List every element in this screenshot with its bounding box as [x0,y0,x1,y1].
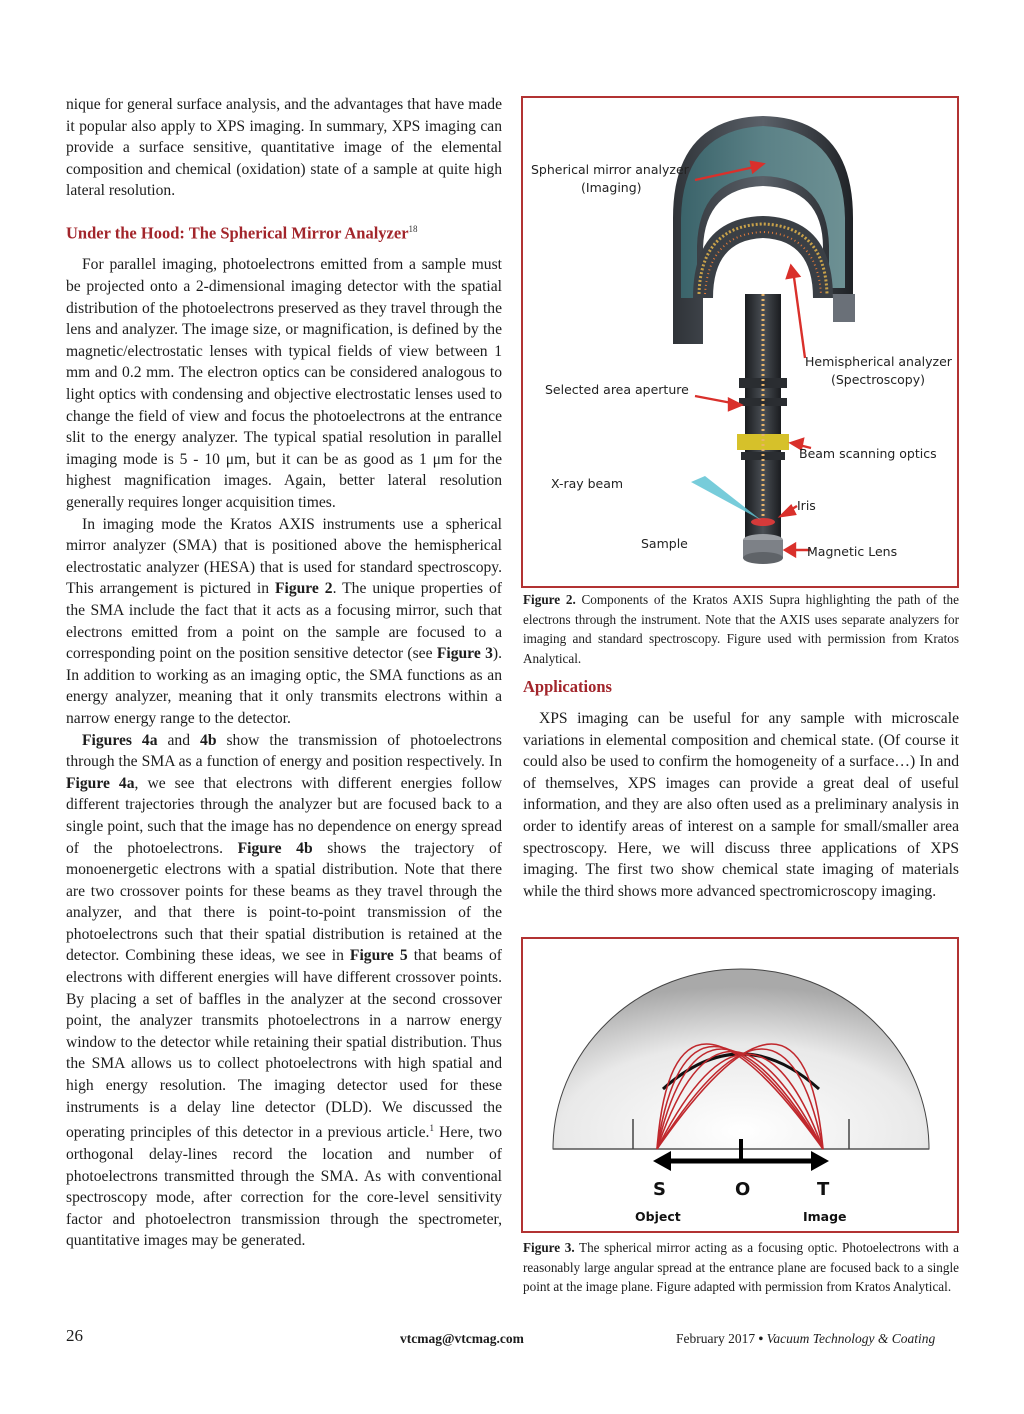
label-o: O [735,1179,751,1200]
label-sample: Sample [641,536,688,551]
instrument-diagram [523,98,957,586]
figure-ref: Figure 3 [436,645,493,663]
sample [751,518,775,526]
left-column [66,94,502,1252]
citation-ref: 1 [429,1123,434,1134]
label-iris: Iris [797,498,816,513]
section-heading-applications: Applications [523,677,612,696]
magnetic-lens [743,552,783,564]
focusing-diagram [523,939,957,1231]
figure-ref: Figure 5 [349,947,408,965]
paragraph-applications: XPS imaging can be useful for any sample with microscale variations in elemental composition and chemical state. (Of course it could also be used to confirm the homogeneity of a surface…) In and of themselves, XPS images can provide a great deal of useful information, and they are also often used as a preliminary analysis in order to identify areas of interest on a sample for small/smaller area spectroscopy. Here, we will discuss three applications of XPS imaging. The first two show chemical state imaging of materials while the third shows more advanced spectromicroscopy imaging. [523,710,959,900]
footer-publication: February 2017 • Vacuum Technology & Coating [676,1331,936,1346]
section-ref: 18 [408,223,418,234]
right-column [523,676,959,902]
side-port [833,294,855,322]
figure-2 [521,96,959,588]
spherical-mirror [553,969,929,1149]
figure-ref: 4b [200,731,217,749]
label-hesa-sub: (Spectroscopy) [831,372,925,387]
label-s: S [653,1179,666,1200]
label-xray: X-ray beam [551,476,624,491]
figure-ref: Figures 4a [82,731,158,749]
figure-ref: Figure 2 [274,580,333,598]
paragraph-imaging-mode: In imaging mode the Kratos AXIS instruments use a spherical mirror analyzer (SMA) that is positioned above the hemispherical electrostatic analyzer (HESA) that is used for standard spectroscopy. This arrangement is pictured in Figure 2. The unique properties of the SMA include the fact that it acts as a focusing mirror, such that electrons emitted from a point on the sample are focused to a corresponding point on the position sensitive detector (see Figure 3). In addition to working as an imaging optic, the SMA functions as an energy analyzer, meaning that it only transmits electrons within a narrow energy range to the detector. [66,515,502,727]
label-hesa: Hemispherical analyzer [805,354,952,369]
section-heading-sma: Under the Hood: The Spherical Mirror Analyzer$^{18}$ [66,223,418,243]
figure-ref: Figure 4b [237,839,313,857]
figure-2-caption: Figure 2. Components of the Kratos AXIS Supra highlighting the path of the electrons through the instrument. Note that the AXIS uses separate analyzers for imaging and standard spectroscopy. Figure used with permission from Kratos Analytical. [523,592,959,666]
label-object: Object [635,1209,681,1224]
label-t: T [817,1179,830,1200]
arrow-head-right [811,1151,829,1171]
beam-scanning-element [737,434,789,450]
paragraph-figures-4: Figures 4a and 4b show the transmission of photoelectrons through the SMA as a function of energy and position respectively. In Figure 4a, we see that electrons with different energies follow different trajectories through the analyzer but are focused back to a single point, such that the image has no dependence on energy spread of the photoelectrons. Figure 4b shows the trajectory of monoenergetic electrons with a spatial distribution. Note that there are two crossover points for these beams as they travel through the analyzer, and that there is point-to-point transmission of the photoelectrons such that their spatial distribution is retained at the detector. Combining these ideas, we see in Figure 5 that beams of electrons with different energies will have different crossover points. By placing a set of baffles in the analyzer at the second crossover point, the analyzer transmits photoelectrons in a narrow energy window to the detector while retaining their spatial distribution. Thus the SMA allows us to collect photoelectrons with high spatial and high energy resolution. The imaging detector used for these instruments is a delay line detector (DLD). We discussed the operating principles of this detector in a previous article.$^1$ Here, two orthogonal delay-lines record the location and number of photoelectrons transmitted through the SMA. As with conventional spectroscopy mode, after correction for the core-level sensitivity factor and photoelectron transmission through the spectrometer, quantitative images may be generated. [66,731,502,1250]
figure-ref: Figure 4a [66,774,135,792]
paragraph-parallel-imaging: For parallel imaging, photoelectrons emitted from a sample must be projected onto a 2-dimensional imaging detector with the spatial distribution of the photoelectrons preserved as they travel through the lens and analyzer. The image size, or magnification, is defined by the magnetic/electrostatic lenses with typical fields of view between 1 mm and 0.2 mm. The electron optics can be considered analogous to light optics with condensing and objective electrostatic lenses used to change the field of view and focus the photoelectrons at the entrance slit to the energy analyzer. The typical spatial resolution in parallel imaging mode is 5 - 10 μm, but it can be as good as 1 μm for the highest magnification images. Again, better lateral resolution generally requires longer acquisition times. [66,256,502,511]
label-magnetic-lens: Magnetic Lens [807,544,898,559]
footer-email[interactable]: vtcmag@vtcmag.com [400,1331,524,1346]
label-sma: Spherical mirror analyzer [531,162,689,177]
intro-paragraph: nique for general surface analysis, and the advantages that have made it popular also apply to XPS imaging. In summary, XPS imaging can provide a surface sensitive, quantitative image of the elemental composition and chemical (oxidation) state of a sample at quite high lateral resolution. [66,96,502,200]
figure-3-caption: Figure 3. The spherical mirror acting as a focusing optic. Photoelectrons with a reasonably large angular spread at the entrance plane are focused back to a single point at the image plane. Figure adapted with permission from Kratos Analytical. [523,1240,959,1294]
arrow-head-left [653,1151,671,1171]
label-beam-scanning: Beam scanning optics [799,446,937,461]
label-aperture: Selected area aperture [545,382,689,397]
page-number: 26 [66,1326,83,1345]
label-image: Image [803,1209,847,1224]
label-sma-sub: (Imaging) [581,180,642,195]
figure-3 [521,937,959,1233]
